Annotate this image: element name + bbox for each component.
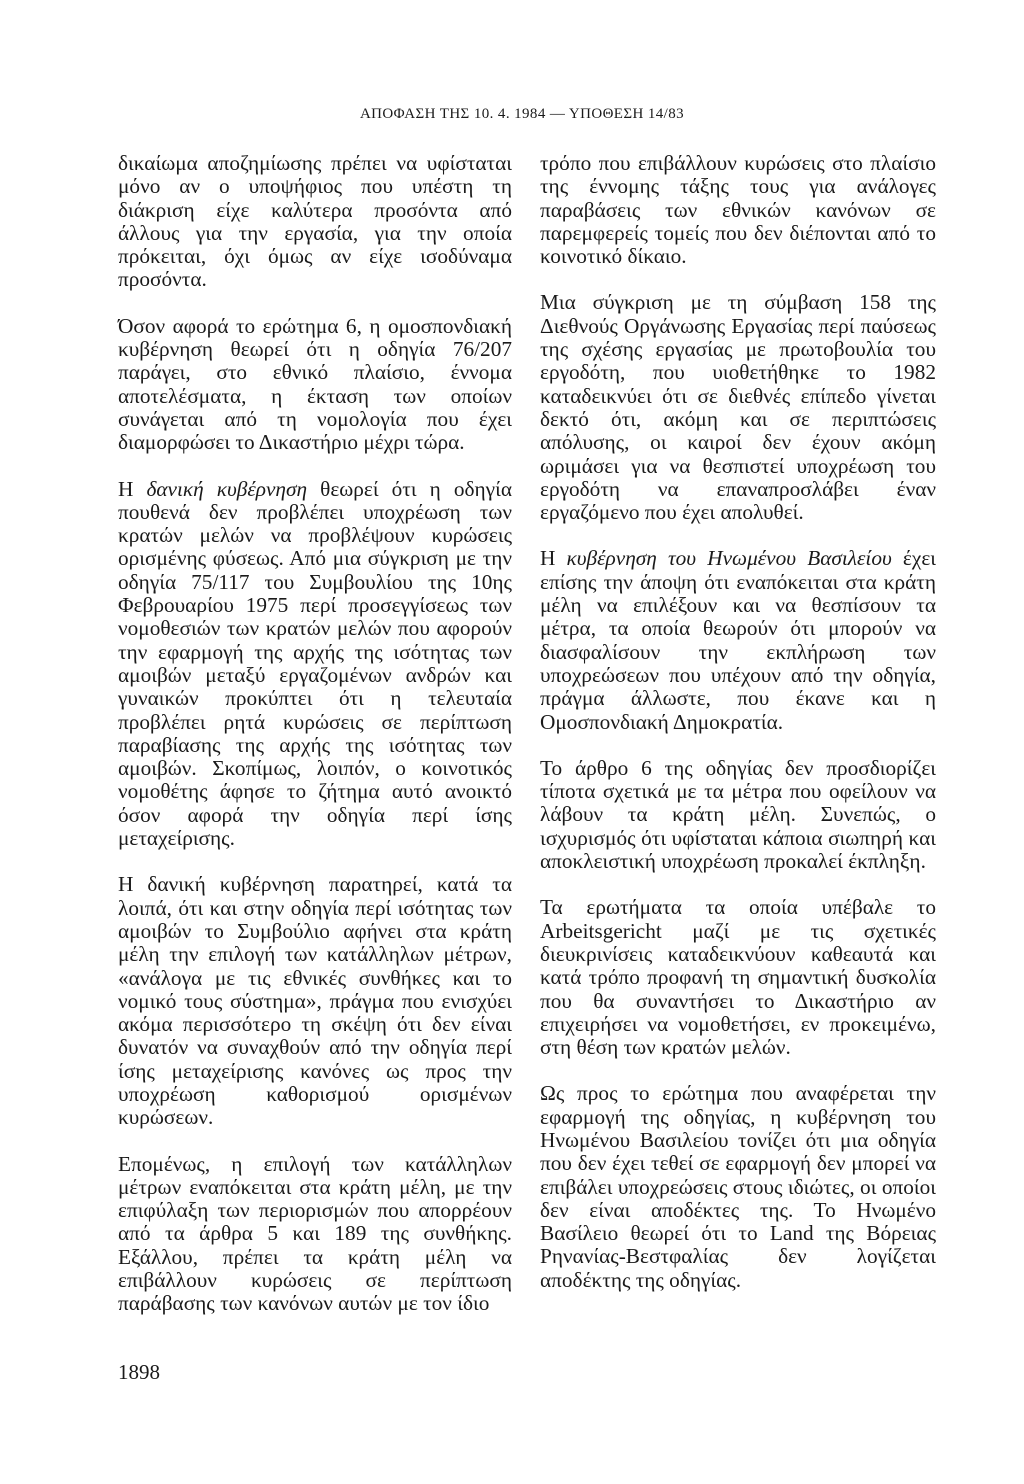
paragraph: Το άρθρο 6 της οδηγίας δεν προσδιορίζει τίποτα σχετικά με τα μέτρα που οφείλουν να λάβουν τα κράτη μέλη. Συνεπώς, ο ισχυρισμός ότι υφίσταται κάποια σιωπηρή και αποκλειστική υποχρέωση προκαλεί έκπληξη. <box>540 755 936 874</box>
paragraph: Ως προς το ερώτημα που αναφέρεται την εφαρμογή της οδηγίας, η κυβέρνηση του Ηνωμένου Βασιλείου τονίζει ότι μια οδηγία που δεν έχει τεθεί σε εφαρμογή δεν μπορεί να επιβάλει υποχρεώσεις στους ιδιώτες, οι οποίοι δεν είναι αποδέκτες της. Το Ηνωμένο Βασίλειο θεωρεί ότι το Land της Βόρειας Ρηνανίας-Βεστφαλίας δεν λογίζεται αποδέκτης της οδηγίας. <box>540 1081 936 1292</box>
paragraph <box>540 547 936 733</box>
left-column <box>118 152 512 1339</box>
paragraph-lead: Η <box>118 476 147 501</box>
paragraph: Τα ερωτήματα τα οποία υπέβαλε το Arbeitsgericht μαζί με τις σχετικές διευκρινίσεις καταδεικνύουν καθεαυτά και κατά τρόπο προφανή τη σημαντική δυσκολία που θα συναντήσει το Δικαστήριο αν επιχειρήσει να νομοθετήσει, εν προκειμένω, στη θέση των κρατών μελών. <box>540 895 936 1060</box>
paragraph-lead: Η <box>540 546 567 571</box>
right-column <box>540 152 936 1315</box>
italic-emphasis: δανική κυβέρνηση <box>146 476 308 501</box>
paragraph <box>118 478 512 851</box>
paragraph-rest: έχει επίσης την άποψη ότι εναπόκειται στα κράτη μέλη να επιλέξουν και να θεσπίσουν τα μέτρα, τα οποία θεωρούν ότι μπορούν να διασφαλίσουν την εκπλήρωση των υποχρεώσεων που υπέχουν από την οδηγία, πράγμα άλλωστε, που έκανε και η Ομοσπονδιακή Δημοκρατία. <box>540 546 936 734</box>
page-number: 1898 <box>118 1360 160 1384</box>
paragraph: Επομένως, η επιλογή των κατάλληλων μέτρων εναπόκειται στα κράτη μέλη, με την επιφύλαξη των περιορισμών που απορρέουν από τα άρθρα 5 και 189 της συνθήκης. Εξάλλου, πρέπει τα κράτη μέλη να επιβάλλουν κυρώσεις σε περίπτωση παράβασης των κανόνων αυτών με τον ίδιο <box>118 1151 512 1316</box>
paragraph: τρόπο που επιβάλλουν κυρώσεις στο πλαίσιο της έννομης τάξης τους για ανάλογες παραβάσεις των εθνικών κανόνων σε παρεμφερείς τομείς που δεν διέπονται από το κοινοτικό δίκαιο. <box>540 151 936 269</box>
italic-emphasis: κυβέρνηση του Ηνωμένου Βασιλείου <box>566 546 892 571</box>
running-header: ΑΠΟΦΑΣΗ ΤΗΣ 10. 4. 1984 — ΥΠΟΘΕΣΗ 14/83 <box>359 106 685 122</box>
paragraph: Η δανική κυβέρνηση παρατηρεί, κατά τα λοιπά, ότι και στην οδηγία περί ισότητας των αμοιβών το Συμβούλιο αφήνει στα κράτη μέλη την επιλογή των κατάλληλων μέτρων, «ανάλογα με τις εθνικές συνθήκες και το νομικό τους σύστημα», πράγμα που ενισχύει ακόμα περισσότερο τη σκέψη ότι δεν είναι δυνατόν να συναχθούν από την οδηγία περί ίσης μεταχείρισης κανόνες ως προς την υποχρέωση καθορισμού ορισμένων κυρώσεων. <box>118 872 512 1130</box>
paragraph: δικαίωμα αποζημίωσης πρέπει να υφίσταται μόνο αν ο υποψήφιος που υπέστη τη διάκριση είχε καλύτερα προσόντα από άλλους για την εργασία, για την οποία πρόκειται, όχι όμως αν είχε ισοδύναμα προσόντα. <box>118 151 512 292</box>
paragraph-rest: θεωρεί ότι η οδηγία πουθενά δεν προβλέπει υποχρέωση των κρατών μελών να προβλέψουν κυρώσεις ορισμένης φύσεως. Από μια σύγκριση με την οδηγία 75/117 του Συμβουλίου της 10ης Φεβρουαρίου 1975 περί προσεγγίσεως των νομοθεσιών των κρατών μελών που αφορούν την εφαρμογή της αρχής της ισότητας των αμοιβών μεταξύ εργαζομένων ανδρών και γυναικών προκύπτει ότι η τελευταία προβλέπει ρητά κυρώσεις σε περίπτωση παραβίασης της αρχής της ισότητας των αμοιβών. Σκοπίμως, λοιπόν, ο κοινοτικός νομοθέτης άφησε το ζήτημα αυτό ανοικτό όσον αφορά την οδηγία περί ίσης μεταχείρισης. <box>118 476 512 851</box>
paragraph: Όσον αφορά το ερώτημα 6, η ομοσπονδιακή κυβέρνηση θεωρεί ότι η οδηγία 76/207 παράγει, στο εθνικό πλαίσιο, έννομα αποτελέσματα, η έκταση των οποίων συνάγεται από τη νομολογία που έχει διαμορφώσει το Δικαστήριο μέχρι τώρα. <box>118 313 512 455</box>
paragraph: Μια σύγκριση με τη σύμβαση 158 της Διεθνούς Οργάνωσης Εργασίας περί παύσεως της σχέσης εργασίας με πρωτοβουλία του εργοδότη, που υιοθετήθηκε το 1982 καταδεικνύει ότι σε διεθνές επίπεδο γίνεται δεκτό ότι, ακόμη και σε περιπτώσεις απόλυσης, οι καιροί δεν έχουν ακόμη ωριμάσει για να θεσπιστεί υποχρέωση του εργοδότη να επαναπροσλάβει έναν εργαζόμενο που έχει απολυθεί. <box>540 290 936 525</box>
